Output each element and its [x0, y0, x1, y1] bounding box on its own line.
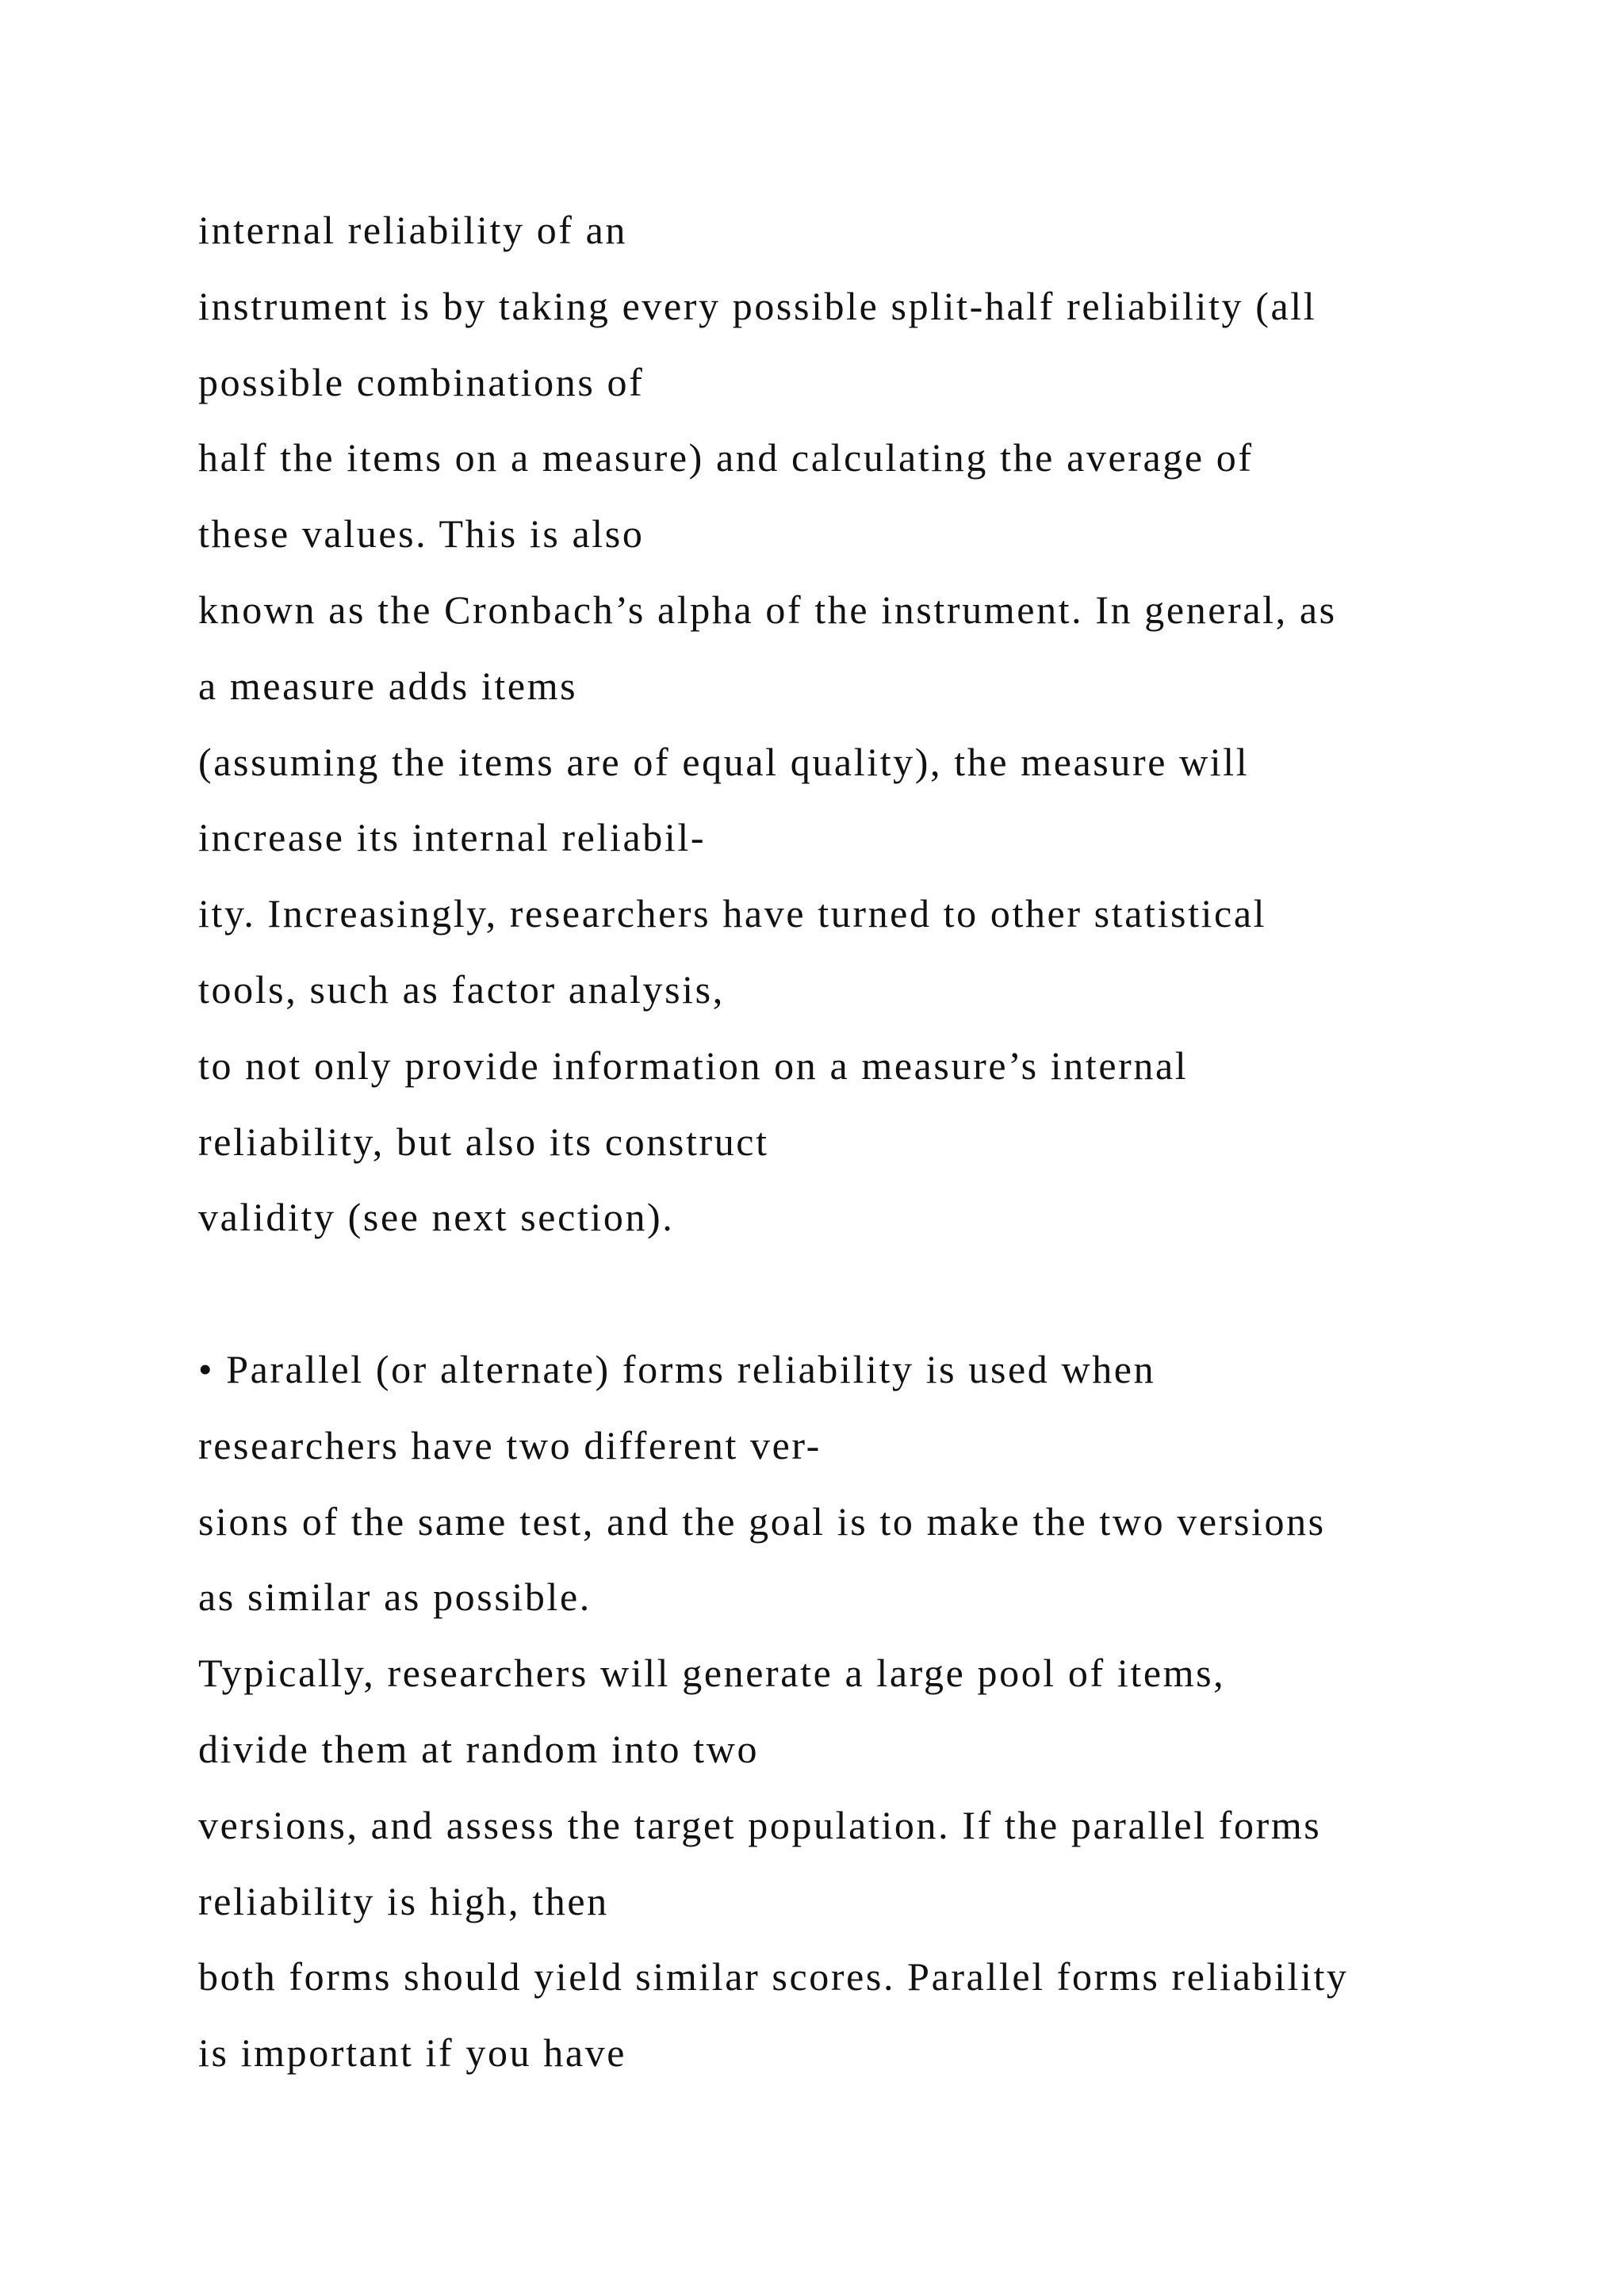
- text-line: is important if you have: [198, 2030, 627, 2076]
- text-line: Typically, researchers will generate a large pool of items,: [198, 1651, 1226, 1696]
- text-line: known as the Cronbach’s alpha of the instrument. In general, as: [198, 587, 1337, 632]
- text-line: (assuming the items are of equal quality), the measure will: [198, 739, 1250, 784]
- text-line: to not only provide information on a measure’s internal: [198, 1043, 1189, 1088]
- text-line: ity. Increasingly, researchers have turned to other statistical: [198, 891, 1267, 936]
- text-line: researchers have two different ver-: [198, 1422, 822, 1468]
- text-line: as similar as possible.: [198, 1575, 592, 1620]
- text-line: a measure adds items: [198, 663, 578, 708]
- paragraph-parallel-forms: [198, 1332, 1546, 2091]
- text-line: instrument is by taking every possible split-half reliability (all: [198, 283, 1317, 328]
- text-line: internal reliability of an: [198, 208, 628, 252]
- body-text: [198, 193, 1546, 2091]
- text-line: tools, such as factor analysis,: [198, 966, 725, 1012]
- text-line: possible combinations of: [198, 359, 645, 404]
- text-line: reliability is high, then: [198, 1878, 609, 1923]
- text-line: validity (see next section).: [198, 1195, 675, 1240]
- text-line: both forms should yield similar scores. Parallel forms reliability: [198, 1954, 1349, 1999]
- text-line: • Parallel (or alternate) forms reliability is used when: [198, 1346, 1156, 1391]
- paragraph-internal-reliability: [198, 193, 1546, 1256]
- text-line: these values. This is also: [198, 511, 645, 557]
- text-line: increase its internal reliabil-: [198, 815, 707, 860]
- text-line: half the items on a measure) and calculating the average of: [198, 435, 1254, 480]
- text-line: sions of the same test, and the goal is to make the two versions: [198, 1498, 1326, 1544]
- text-line: reliability, but also its construct: [198, 1119, 769, 1164]
- text-line: divide them at random into two: [198, 1726, 760, 1771]
- text-line: versions, and assess the target population. If the parallel forms: [198, 1802, 1322, 1847]
- paragraph-gap: [198, 1256, 1546, 1332]
